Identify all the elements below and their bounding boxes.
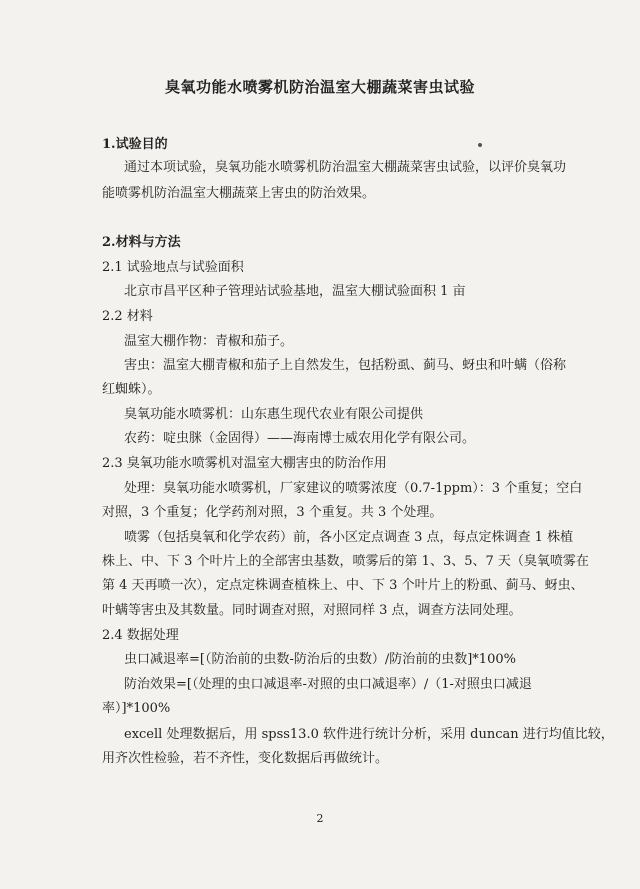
paragraph-line: 臭氧功能水喷雾机：山东惠生现代农业有限公司提供 [124,407,424,422]
paragraph-line: 北京市昌平区种子管理站试验基地，温室大棚试验面积 1 亩 [124,284,466,299]
paragraph-line: 农药：啶虫脒（金固得）——海南博士威农用化学有限公司。 [124,431,476,446]
scan-speck [477,142,482,147]
paragraph-line: 率）]*100% [102,701,171,716]
paragraph-line: 第 4 天再喷一次），定点定株调查植株上、中、下 3 个叶片上的粉虱、蓟马、蚜虫、 [102,578,584,593]
paragraph-line: 温室大棚作物：青椒和茄子。 [124,334,294,349]
formula-reduction-rate: 虫口减退率=[（防治前的虫数-防治后的虫数）/防治前的虫数]*100% [124,652,516,667]
heading-materials-methods: 2.材料与方法 [102,235,181,250]
paragraph-line: 害虫：温室大棚青椒和茄子上自然发生，包括粉虱、蓟马、蚜虫和叶螨（俗称 [124,358,567,373]
subheading-materials: 2.2 材料 [102,309,153,324]
document-title: 臭氧功能水喷雾机防治温室大棚蔬菜害虫试验 [164,78,475,96]
subheading-data-processing: 2.4 数据处理 [102,628,179,643]
subheading-site: 2.1 试验地点与试验面积 [102,260,244,275]
heading-objective: 1.试验目的 [102,137,168,152]
paragraph-line: 喷雾（包括臭氧和化学农药）前，各小区定点调查 3 点，每点定株调查 1 株植 [124,530,574,545]
paragraph-line: excell 处理数据后，用 spss13.0 软件进行统计分析，采用 duncan 进行均值比较， [124,727,614,742]
paragraph-line: 用齐次性检验，若不齐性，变化数据后再做统计。 [102,751,389,766]
paragraph-line: 处理：臭氧功能水喷雾机，厂家建议的喷雾浓度（0.7-1ppm）：3 个重复；空白 [124,481,583,496]
page-number: 2 [316,812,324,825]
paragraph-line: 通过本项试验，臭氧功能水喷雾机防治温室大棚蔬菜害虫试验，以评价臭氧功 [124,160,567,175]
formula-control-effect: 防治效果=[（处理的虫口减退率-对照的虫口减退率）/（1-对照虫口减退 [124,677,532,692]
paragraph-line: 对照，3 个重复；化学药剂对照，3 个重复。共 3 个处理。 [102,505,443,520]
paragraph-line: 红蜘蛛）。 [102,382,161,397]
paragraph-line: 株上、中、下 3 个叶片上的全部害虫基数，喷雾后的第 1、3、5、7 天（臭氧喷雾在 [102,554,589,569]
subheading-ozone-effect: 2.3 臭氧功能水喷雾机对温室大棚害虫的防治作用 [102,456,387,471]
paragraph-line: 能喷雾机防治温室大棚蔬菜上害虫的防治效果。 [102,186,376,201]
paragraph-line: 叶螨等害虫及其数量。同时调查对照，对照同样 3 点，调查方法同处理。 [102,603,522,618]
